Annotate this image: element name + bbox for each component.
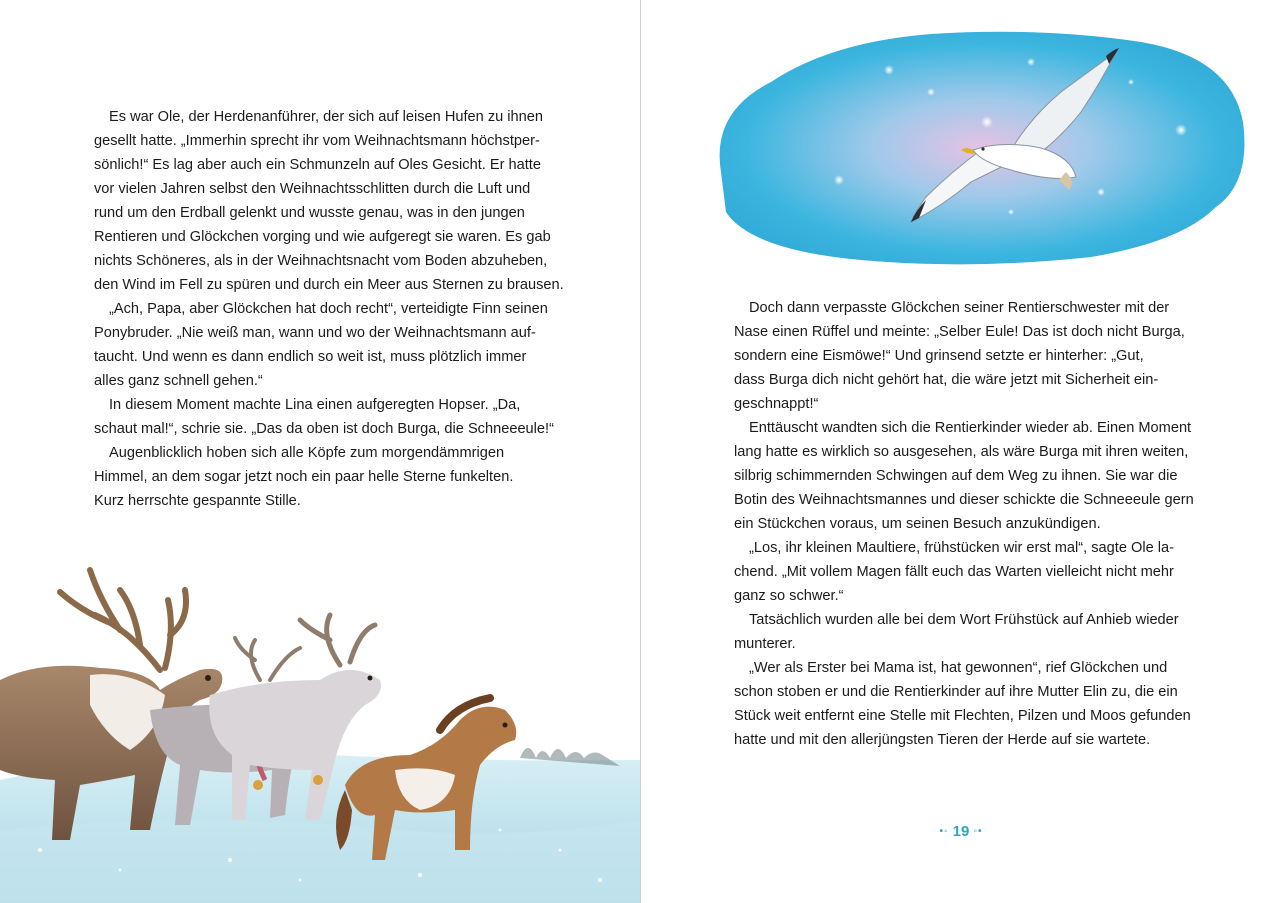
text-line: den Wind im Fell zu spüren und durch ein Meer aus Sternen zu brausen. (94, 277, 564, 293)
left-page-text (94, 105, 564, 513)
text-line: ganz so schwer.“ (734, 588, 844, 604)
text-line: schon stoben er und die Rentierkinder auf ihre Mutter Elin zu, die ein (734, 684, 1178, 700)
right-page-text (734, 296, 1194, 752)
text-line: schaut mal!“, schrie sie. „Das da oben ist doch Burga, die Schneeeule!“ (94, 421, 554, 437)
text-line: Es war Ole, der Herdenanführer, der sich auf leisen Hufen zu ihnen (109, 109, 543, 125)
text-line: Nase einen Rüffel und meinte: „Selber Eule! Das ist doch nicht Burga, (734, 324, 1185, 340)
text-line: taucht. Und wenn es dann endlich so weit ist, muss plötzlich immer (94, 349, 527, 365)
text-line: Kurz herrschte gespannte Stille. (94, 493, 301, 509)
text-line: In diesem Moment machte Lina einen aufgeregten Hopser. „Da, (109, 397, 521, 413)
text-line: „Wer als Erster bei Mama ist, hat gewonnen“, rief Glöckchen und (749, 660, 1168, 676)
page-number-value: 19 (952, 823, 970, 840)
text-line: vor vielen Jahren selbst den Weihnachtsschlitten durch die Luft und (94, 181, 531, 197)
text-line: sönlich!“ Es lag aber auch ein Schmunzeln auf Oles Gesicht. Er hatte (94, 157, 541, 173)
text-line: silbrig schimmernden Schwingen auf dem Weg zu ihnen. Sie war die (734, 468, 1178, 484)
text-line: Doch dann verpasste Glöckchen seiner Rentierschwester mit der (749, 300, 1170, 316)
text-line: rund um den Erdball gelenkt und wusste genau, was in den jungen (94, 205, 525, 221)
text-line: Rentieren und Glöckchen vorging und wie aufgeregt sie waren. Es gab (94, 229, 551, 245)
text-line: Augenblicklich hoben sich alle Köpfe zum morgendämmrigen (109, 445, 505, 461)
text-line: gesellt hatte. „Immerhin sprecht ihr vom Weihnachtsmann höchstper- (94, 133, 540, 149)
text-line: geschnappt!“ (734, 396, 819, 412)
text-line: Botin des Weihnachtsmannes und dieser schickte die Schneeeule gern (734, 492, 1194, 508)
text-line: hatte und mit den allerjüngsten Tieren der Herde auf sie wartete. (734, 732, 1151, 748)
seagull-illustration (711, 22, 1251, 270)
text-line: Himmel, an dem sogar jetzt noch ein paar helle Sterne funkelten. (94, 469, 514, 485)
text-line: Enttäuscht wandten sich die Rentierkinder wieder ab. Einen Moment (749, 420, 1192, 436)
text-line: Ponybruder. „Nie weiß man, wann und wo der Weihnachtsmann auf- (94, 325, 536, 341)
text-line: Tatsächlich wurden alle bei dem Wort Frühstück auf Anhieb wieder (749, 612, 1179, 628)
text-line: munterer. (734, 636, 796, 652)
text-line: dass Burga dich nicht gehört hat, die wäre jetzt mit Sicherheit ein- (734, 372, 1159, 388)
text-line: lang hatte es wirklich so ausgesehen, als wäre Burga mit ihren weiten, (734, 444, 1189, 460)
text-line: alles ganz schnell gehen.“ (94, 373, 263, 389)
text-line: Stück weit entfernt eine Stelle mit Flechten, Pilzen und Moos gefunden (734, 708, 1191, 724)
right-page (641, 0, 1280, 903)
text-line: „Ach, Papa, aber Glöckchen hat doch recht“, verteidigte Finn seinen (109, 301, 548, 317)
page-number (926, 820, 996, 844)
text-line: sondern eine Eismöwe!“ Und grinsend setzte er hinterher: „Gut, (734, 348, 1144, 364)
page-number-ornament-left: •◦ (939, 826, 949, 837)
reindeer-illustration (0, 530, 640, 903)
page-number-ornament-right: ◦• (973, 826, 983, 837)
text-line: chend. „Mit vollem Magen fällt euch das Warten vielleicht nicht mehr (734, 564, 1174, 580)
text-line: „Los, ihr kleinen Maultiere, frühstücken wir erst mal“, sagte Ole la- (749, 540, 1175, 556)
text-line: ein Stückchen voraus, um seinen Besuch anzukündigen. (734, 516, 1101, 532)
text-line: nichts Schöneres, als in der Weihnachtsnacht vom Boden abzuheben, (94, 253, 548, 269)
